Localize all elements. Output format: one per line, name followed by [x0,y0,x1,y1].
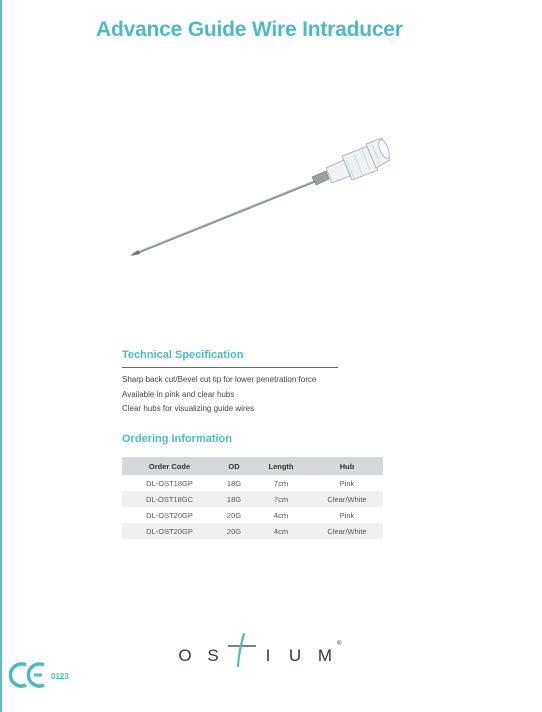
length-cell: 4cm [273,510,289,520]
hub-cell: Pink [339,478,355,488]
list-item: Available in pink and clear hubs [122,389,235,399]
specification-list [122,373,316,417]
column-header-hub: Hub [311,457,383,475]
ordering-table [122,457,383,539]
od-cell: 20G [217,523,251,539]
column-header-order-code: Order Code [122,457,217,475]
table-header-row [122,457,383,475]
od-cell: 20G [226,510,242,520]
list-item: Sharp back cut/Bevel cut tip for lower penetration force [122,375,317,384]
logo-letter: O [178,646,192,665]
ordering-information-heading: Ordering Information [122,433,232,445]
ce-mark-icon [8,660,48,690]
hub-cell: Clear/White [311,523,383,539]
length-cell: 7cm [251,491,311,507]
od-cell: 18G [217,491,251,507]
hub-cell: Clear/White [311,491,383,507]
length-cell: 4cm [251,523,311,539]
hub-cell: Pink [339,510,355,520]
table-row [122,491,383,507]
logo-letter: I [265,646,271,665]
guide-wire-introducer-image [120,130,400,270]
page-title: Advance Guide Wire Intraducer [96,18,403,41]
column-header-od: OD [217,457,251,475]
list-item: Clear hubs for visualizing guide wires [122,404,255,413]
logo-letter: M [317,646,333,665]
order-code-cell: DL-OST18GP [146,478,193,488]
logo-letter: U [288,646,302,665]
logo-letter-t [228,634,256,668]
od-cell: 18G [226,478,242,488]
table-row [122,475,383,491]
order-code-cell: DL-OST20GP [122,523,217,539]
table-row [122,507,383,523]
logo-letter: S [207,646,219,665]
ostium-logo [176,630,346,668]
section-divider [122,367,338,368]
order-code-cell: DL-OST20GP [146,510,193,520]
length-cell: 7cm [273,478,289,488]
left-edge-rule [0,0,2,712]
registered-mark: ® [337,641,342,647]
order-code-cell: DL-OST18GC [122,491,217,507]
table-row [122,523,383,539]
column-header-length: Length [251,457,311,475]
notified-body-number: 0123 [51,672,69,681]
technical-specification-heading: Technical Specification [122,349,244,361]
